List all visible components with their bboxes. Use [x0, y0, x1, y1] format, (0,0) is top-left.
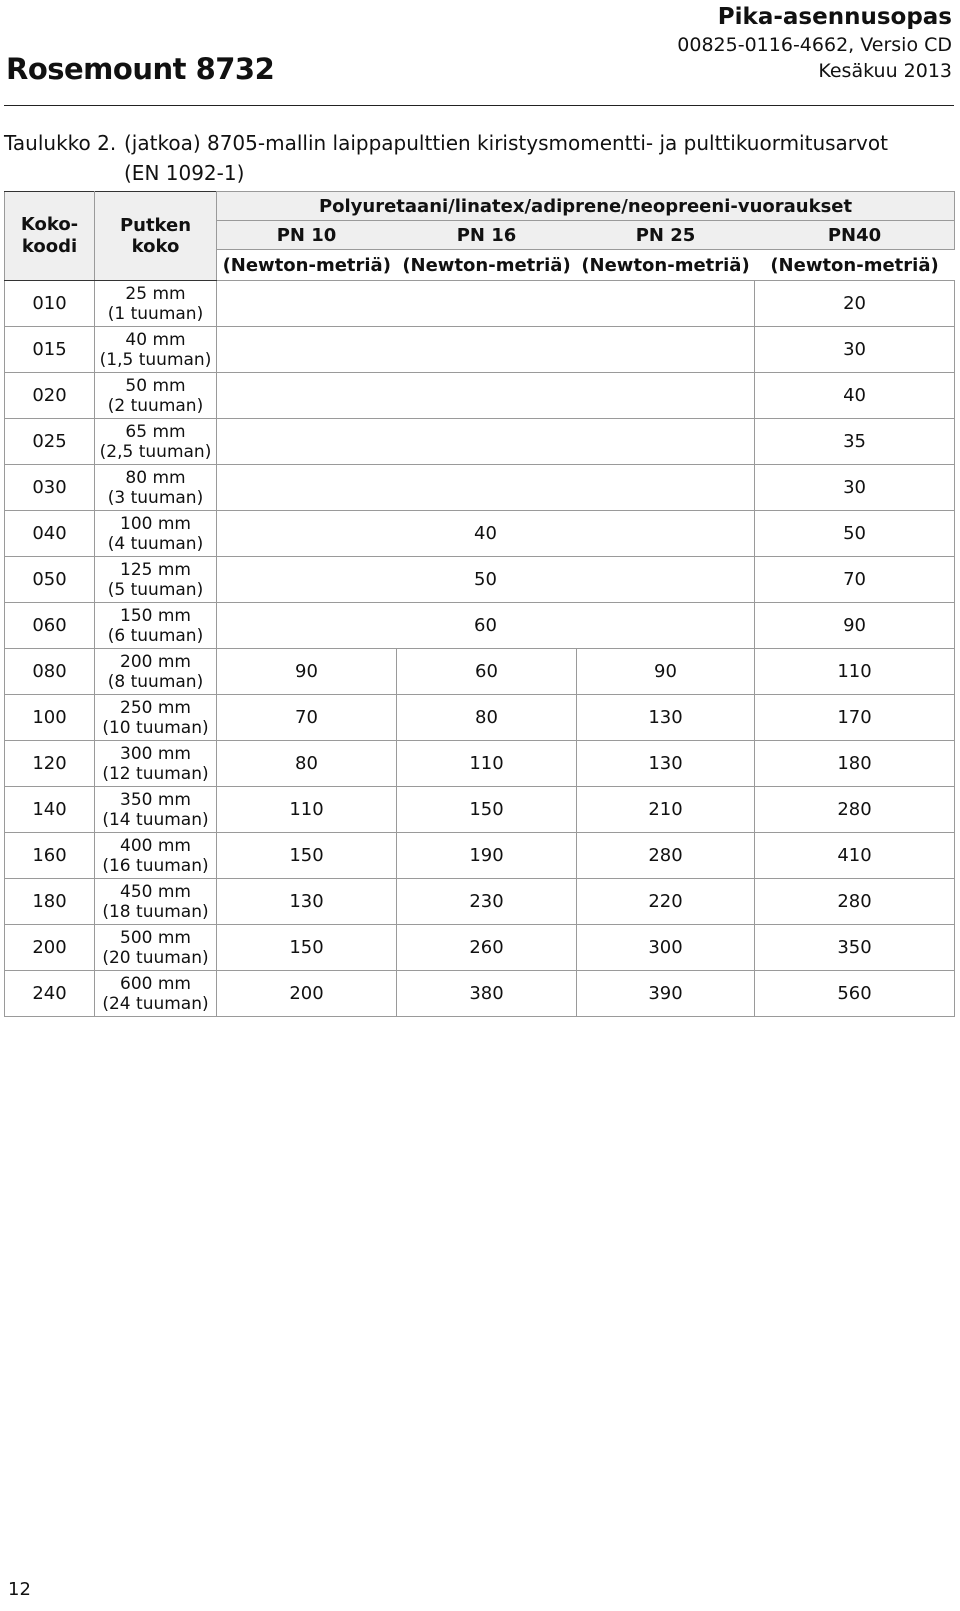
torque-value-cell: 60 — [217, 603, 755, 649]
unit-label-pn10: (Newton-metriä) — [217, 250, 397, 281]
document-number: 00825-0116-4662, Versio CD — [677, 34, 952, 56]
torque-value-cell: 170 — [755, 695, 955, 741]
torque-value-cell: 190 — [397, 833, 577, 879]
torque-value-cell: 350 — [755, 925, 955, 971]
pipe-size-cell: 80 mm (3 tuuman) — [95, 465, 217, 511]
empty-value-cell — [217, 419, 755, 465]
torque-value-cell: 130 — [577, 741, 755, 787]
torque-value-cell: 80 — [397, 695, 577, 741]
pipe-size-cell: 400 mm (16 tuuman) — [95, 833, 217, 879]
size-code-cell: 060 — [5, 603, 95, 649]
table-row — [5, 741, 955, 787]
empty-value-cell — [217, 327, 755, 373]
pipe-size-cell: 250 mm (10 tuuman) — [95, 695, 217, 741]
table-row — [5, 603, 955, 649]
size-code-cell: 010 — [5, 281, 95, 327]
column-header-pn10: PN 10 — [217, 221, 397, 250]
caption-text-line1: (jatkoa) 8705-mallin laippapulttien kiristysmomentti- ja pulttikuormitusarvot — [124, 131, 888, 155]
table-caption — [4, 128, 954, 188]
size-code-cell: 140 — [5, 787, 95, 833]
torque-value-cell: 180 — [755, 741, 955, 787]
torque-value-cell: 220 — [577, 879, 755, 925]
torque-value-cell: 410 — [755, 833, 955, 879]
torque-value-cell: 300 — [577, 925, 755, 971]
torque-value-cell: 70 — [755, 557, 955, 603]
torque-value-cell: 40 — [755, 373, 955, 419]
table-row — [5, 327, 955, 373]
torque-value-cell: 50 — [755, 511, 955, 557]
torque-value-cell: 40 — [217, 511, 755, 557]
torque-value-cell: 380 — [397, 971, 577, 1017]
size-code-cell: 080 — [5, 649, 95, 695]
torque-value-cell: 90 — [755, 603, 955, 649]
torque-value-cell: 200 — [217, 971, 397, 1017]
torque-value-cell: 60 — [397, 649, 577, 695]
table-body — [5, 281, 955, 1017]
table-row — [5, 373, 955, 419]
unit-label-pn16: (Newton-metriä) — [397, 250, 577, 281]
table-row — [5, 833, 955, 879]
torque-value-cell: 280 — [755, 787, 955, 833]
torque-value-cell: 110 — [217, 787, 397, 833]
table-row — [5, 281, 955, 327]
page-number: 12 — [8, 1579, 31, 1600]
size-code-cell: 160 — [5, 833, 95, 879]
torque-value-cell: 35 — [755, 419, 955, 465]
torque-value-cell: 130 — [577, 695, 755, 741]
pipe-size-cell: 450 mm (18 tuuman) — [95, 879, 217, 925]
caption-text-line2: (EN 1092-1) — [124, 161, 245, 185]
pipe-size-cell: 600 mm (24 tuuman) — [95, 971, 217, 1017]
empty-value-cell — [217, 465, 755, 511]
pipe-size-cell: 50 mm (2 tuuman) — [95, 373, 217, 419]
torque-value-cell: 150 — [217, 833, 397, 879]
torque-value-cell: 210 — [577, 787, 755, 833]
pipe-size-cell: 300 mm (12 tuuman) — [95, 741, 217, 787]
column-group-header: Polyuretaani/linatex/adiprene/neopreeni-vuoraukset — [217, 192, 955, 221]
torque-value-cell: 150 — [217, 925, 397, 971]
size-code-cell: 025 — [5, 419, 95, 465]
table-row — [5, 465, 955, 511]
size-code-cell: 200 — [5, 925, 95, 971]
torque-value-cell: 90 — [577, 649, 755, 695]
torque-value-cell: 280 — [577, 833, 755, 879]
table-row — [5, 649, 955, 695]
size-code-cell: 015 — [5, 327, 95, 373]
size-code-cell: 030 — [5, 465, 95, 511]
table-header — [5, 192, 955, 281]
torque-value-cell: 30 — [755, 465, 955, 511]
table-row — [5, 695, 955, 741]
table-row — [5, 511, 955, 557]
torque-value-cell: 90 — [217, 649, 397, 695]
header-divider — [4, 105, 954, 106]
column-header-size: Putken koko — [95, 192, 217, 281]
torque-table — [4, 191, 955, 1017]
torque-value-cell: 280 — [755, 879, 955, 925]
size-code-cell: 180 — [5, 879, 95, 925]
torque-value-cell: 390 — [577, 971, 755, 1017]
size-code-cell: 240 — [5, 971, 95, 1017]
pipe-size-cell: 40 mm (1,5 tuuman) — [95, 327, 217, 373]
table-row — [5, 419, 955, 465]
table-row — [5, 557, 955, 603]
unit-label-pn25: (Newton-metriä) — [577, 250, 755, 281]
empty-value-cell — [217, 373, 755, 419]
pipe-size-cell: 350 mm (14 tuuman) — [95, 787, 217, 833]
document-info — [677, 2, 952, 84]
pipe-size-cell: 150 mm (6 tuuman) — [95, 603, 217, 649]
pipe-size-cell: 500 mm (20 tuuman) — [95, 925, 217, 971]
torque-value-cell: 50 — [217, 557, 755, 603]
size-code-cell: 040 — [5, 511, 95, 557]
torque-value-cell: 20 — [755, 281, 955, 327]
table-row — [5, 787, 955, 833]
unit-label-pn40: (Newton-metriä) — [755, 250, 955, 281]
pipe-size-cell: 25 mm (1 tuuman) — [95, 281, 217, 327]
caption-label: Taulukko 2. — [4, 131, 117, 155]
torque-value-cell: 30 — [755, 327, 955, 373]
size-code-cell: 120 — [5, 741, 95, 787]
product-title: Rosemount 8732 — [6, 52, 275, 86]
torque-value-cell: 560 — [755, 971, 955, 1017]
pipe-size-cell: 100 mm (4 tuuman) — [95, 511, 217, 557]
empty-value-cell — [217, 281, 755, 327]
torque-value-cell: 150 — [397, 787, 577, 833]
table-row — [5, 971, 955, 1017]
pipe-size-cell: 125 mm (5 tuuman) — [95, 557, 217, 603]
pipe-size-cell: 200 mm (8 tuuman) — [95, 649, 217, 695]
document-date: Kesäkuu 2013 — [818, 60, 952, 82]
table-row — [5, 879, 955, 925]
column-header-pn40: PN40 — [755, 221, 955, 250]
torque-value-cell: 260 — [397, 925, 577, 971]
torque-value-cell: 70 — [217, 695, 397, 741]
document-type: Pika-asennusopas — [717, 4, 952, 30]
pipe-size-cell: 65 mm (2,5 tuuman) — [95, 419, 217, 465]
torque-value-cell: 110 — [397, 741, 577, 787]
size-code-cell: 100 — [5, 695, 95, 741]
torque-value-cell: 130 — [217, 879, 397, 925]
size-code-cell: 020 — [5, 373, 95, 419]
table-row — [5, 925, 955, 971]
torque-value-cell: 80 — [217, 741, 397, 787]
column-header-pn25: PN 25 — [577, 221, 755, 250]
column-header-code: Koko- koodi — [5, 192, 95, 281]
torque-value-cell: 110 — [755, 649, 955, 695]
size-code-cell: 050 — [5, 557, 95, 603]
column-header-pn16: PN 16 — [397, 221, 577, 250]
torque-value-cell: 230 — [397, 879, 577, 925]
